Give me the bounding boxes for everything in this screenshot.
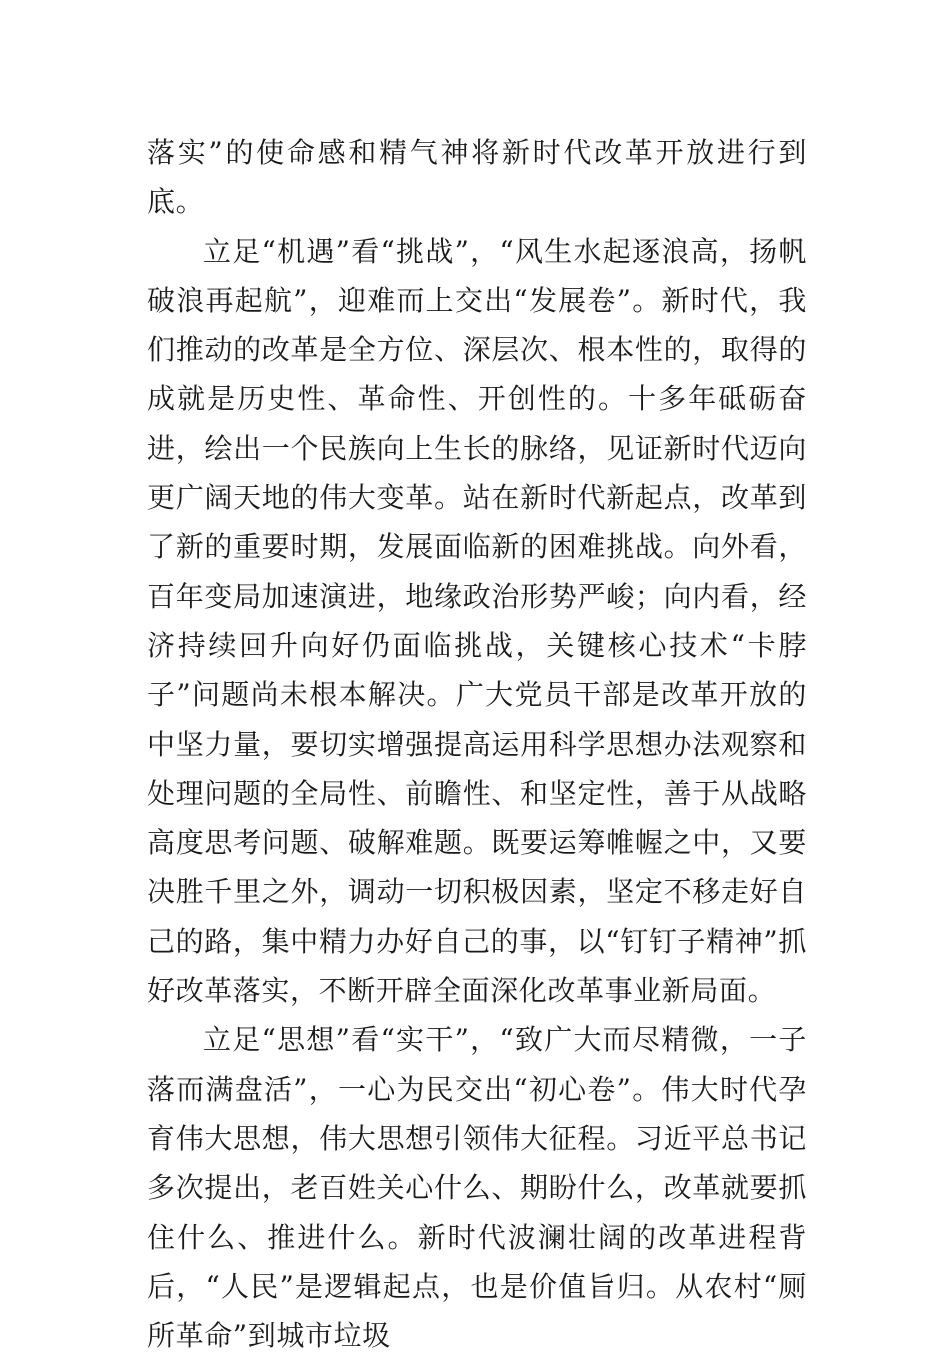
paragraph-development: 立足“机遇”看“挑战”，“风生水起逐浪高，扬帆破浪再起航”，迎难而上交出“发展卷”。新时代，我们推动的改革是全方位、深层次、根本性的，取得的成就是历史性、革命性、开创性的。十多年砥砺奋进，绘出一个民族向上生长的脉络，见证新时代迈向更广阔天地的伟大变革。站在新时代新起点，改革到了新的重要时期，发展面临新的困难挑战。向外看，百年变局加速演进，地缘政治形势严峻；向内看，经济持续回升向好仍面临挑战，关键核心技术“卡脖子”问题尚未根本解决。广大党员干部是改革开放的中坚力量，要切实增强提高运用科学思想办法观察和处理问题的全局性、前瞻性、和坚定性，善于从战略高度思考问题、破解难题。既要运筹帷幄之中，又要决胜千里之外，调动一切积极因素，坚定不移走好自己的路，集中精力办好自己的事，以“钉钉子精神”抓好改革落实，不断开辟全面深化改革事业新局面。 [147,234,807,1008]
document-body [147,128,807,1360]
paragraph-original-aspiration: 立足“思想”看“实干”，“致广大而尽精微，一子落而满盘活”，一心为民交出“初心卷”。伟大时代孕育伟大思想，伟大思想引领伟大征程。习近平总书记多次提出，老百姓关心什么、期盼什么，改革就要抓住什么、推进什么。新时代波澜壮阔的改革进程背后，“人民”是逻辑起点，也是价值旨归。从农村“厕所革命”到城市垃圾 [147,1023,807,1353]
paragraph-continuation: 落实”的使命感和精气神将新时代改革开放进行到底。 [147,136,807,219]
